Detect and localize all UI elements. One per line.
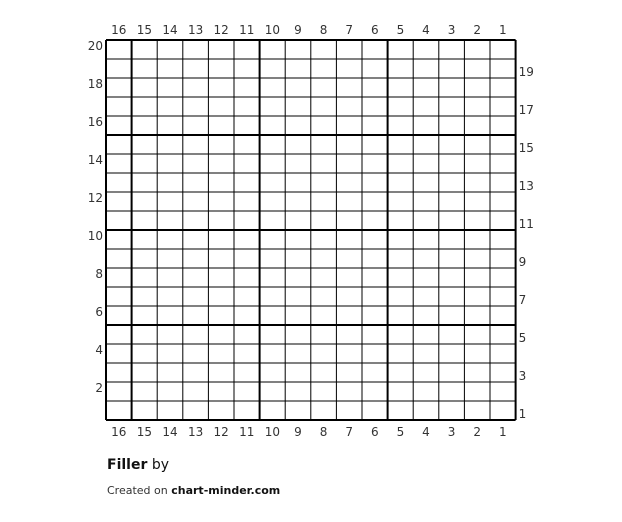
column-number-top: 5 bbox=[396, 23, 405, 37]
credit-line bbox=[107, 484, 280, 497]
column-number-bottom: 11 bbox=[239, 425, 255, 439]
column-number-top: 8 bbox=[319, 23, 328, 37]
credit-site-link[interactable]: chart-minder.com bbox=[171, 484, 281, 497]
row-number-right: 19 bbox=[518, 65, 534, 79]
row-number-left: 6 bbox=[95, 305, 103, 319]
column-number-bottom: 3 bbox=[447, 425, 456, 439]
row-number-right: 9 bbox=[518, 255, 527, 269]
column-number-top: 1 bbox=[498, 23, 507, 37]
row-number-left: 20 bbox=[87, 39, 103, 53]
column-number-bottom: 1 bbox=[498, 425, 507, 439]
column-number-top: 6 bbox=[370, 23, 379, 37]
column-number-bottom: 14 bbox=[162, 425, 178, 439]
column-number-top: 12 bbox=[213, 23, 229, 37]
column-number-bottom: 6 bbox=[370, 425, 379, 439]
row-number-left: 8 bbox=[95, 267, 103, 281]
column-number-bottom: 16 bbox=[111, 425, 127, 439]
row-number-right: 7 bbox=[518, 293, 527, 307]
column-number-bottom: 5 bbox=[396, 425, 405, 439]
pattern-by: by bbox=[151, 457, 169, 473]
column-number-top: 2 bbox=[473, 23, 482, 37]
column-number-top: 10 bbox=[264, 23, 281, 37]
row-number-left: 10 bbox=[87, 229, 103, 243]
column-number-bottom: 9 bbox=[294, 425, 302, 439]
row-number-left: 2 bbox=[95, 381, 103, 395]
column-number-top: 9 bbox=[294, 23, 302, 37]
column-number-top: 16 bbox=[111, 23, 127, 37]
credit-created-on: Created on bbox=[107, 484, 168, 497]
column-number-bottom: 12 bbox=[213, 425, 229, 439]
row-number-right: 5 bbox=[518, 331, 527, 345]
column-number-bottom: 4 bbox=[422, 425, 430, 439]
row-number-right: 13 bbox=[518, 179, 534, 193]
column-number-bottom: 7 bbox=[345, 425, 354, 439]
row-number-left: 14 bbox=[87, 153, 103, 167]
row-number-right: 17 bbox=[518, 103, 534, 117]
row-number-left: 16 bbox=[87, 115, 103, 129]
row-number-right: 11 bbox=[518, 217, 534, 231]
row-number-left: 18 bbox=[87, 77, 103, 91]
column-number-top: 11 bbox=[239, 23, 255, 37]
column-number-bottom: 8 bbox=[319, 425, 328, 439]
row-number-left: 4 bbox=[95, 343, 103, 357]
column-number-bottom: 15 bbox=[136, 425, 153, 439]
column-number-bottom: 13 bbox=[187, 425, 204, 439]
column-number-top: 4 bbox=[422, 23, 430, 37]
row-number-left: 12 bbox=[87, 191, 103, 205]
column-number-top: 13 bbox=[187, 23, 204, 37]
pattern-name: Filler bbox=[107, 457, 148, 473]
row-number-right: 15 bbox=[518, 141, 534, 155]
column-number-top: 7 bbox=[345, 23, 354, 37]
column-number-bottom: 2 bbox=[473, 425, 482, 439]
column-number-top: 15 bbox=[136, 23, 153, 37]
row-number-right: 3 bbox=[518, 369, 527, 383]
column-number-top: 14 bbox=[162, 23, 178, 37]
column-number-top: 3 bbox=[447, 23, 456, 37]
pattern-title bbox=[107, 457, 169, 473]
row-number-right: 1 bbox=[518, 407, 527, 421]
column-number-bottom: 10 bbox=[264, 425, 281, 439]
